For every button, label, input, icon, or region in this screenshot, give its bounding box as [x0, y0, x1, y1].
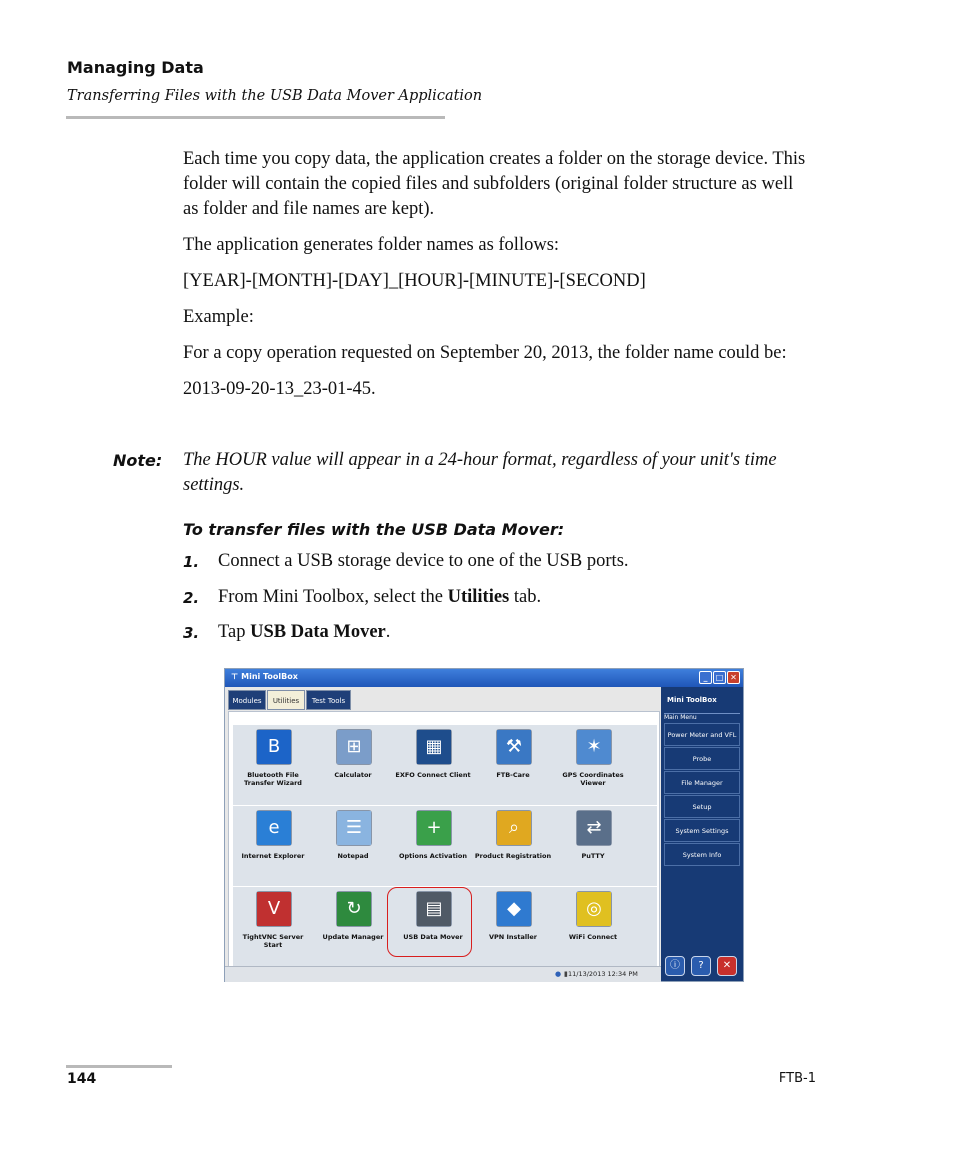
header-rule	[66, 116, 445, 119]
app-tile[interactable]	[313, 806, 393, 886]
app-tile[interactable]	[233, 806, 313, 886]
note-text: The HOUR value will appear in a 24-hour format, regardless of your unit's time settings.	[183, 450, 777, 495]
paragraph: The application generates folder names as follows:	[183, 235, 560, 255]
info-icon[interactable]: ⓘ	[665, 956, 685, 976]
app-tile[interactable]	[393, 806, 473, 886]
footer-rule	[66, 1065, 172, 1068]
paragraph: Each time you copy data, the application creates a folder on the storage device. This folder will contain the copied files and subfolders (original folder structure as well as folder and file names are kept).	[183, 149, 806, 219]
minimize-icon[interactable]: _	[699, 671, 712, 684]
app-tile[interactable]	[233, 887, 313, 967]
close-icon[interactable]: ✕	[727, 671, 740, 684]
app-tile[interactable]	[473, 725, 553, 805]
app-label: Options Activation	[398, 852, 467, 860]
usb-data-mover-highlight	[387, 887, 472, 957]
bluetooth-icon: B	[256, 729, 292, 765]
internet-explorer-icon: e	[256, 810, 292, 846]
step-number: 1.	[183, 553, 200, 571]
exit-icon[interactable]: ✕	[717, 956, 737, 976]
tab-test-tools[interactable]: Test Tools	[306, 690, 351, 710]
status-time: 11/13/2013 12:34 PM	[568, 970, 638, 978]
product-registration-icon: ⌕	[496, 810, 532, 846]
sidebar-item-label: File Manager	[681, 778, 723, 787]
app-tile[interactable]	[553, 725, 633, 805]
procedure-title: To transfer files with the USB Data Mover:	[183, 520, 565, 539]
step-number: 2.	[183, 589, 200, 607]
folder-example: 2013-09-20-13_23-01-45.	[183, 379, 376, 399]
app-label: Update Manager	[322, 933, 384, 941]
page-number: 144	[67, 1071, 97, 1087]
wifi-icon: ◎	[576, 891, 612, 927]
app-tile[interactable]	[473, 887, 553, 967]
mini-toolbox-screenshot	[224, 668, 744, 982]
sidebar-item-label: System Settings	[675, 826, 729, 835]
app-label: Calculator	[334, 771, 372, 779]
options-activation-icon: +	[416, 810, 452, 846]
app-label: USB Data Mover	[403, 933, 463, 941]
window-title: ⊤ Mini ToolBox	[231, 672, 298, 681]
folder-format: [YEAR]-[MONTH]-[DAY]_[HOUR]-[MINUTE]-[SECOND]	[183, 271, 646, 291]
app-label: GPS Coordinates Viewer	[562, 771, 624, 787]
putty-icon: ⇄	[576, 810, 612, 846]
main-menu-sidebar	[661, 687, 743, 981]
sidebar-item[interactable]	[664, 819, 740, 842]
app-tile[interactable]	[553, 806, 633, 886]
notepad-icon: ☰	[336, 810, 372, 846]
app-label: WiFi Connect	[568, 933, 618, 941]
app-label: Internet Explorer	[241, 852, 305, 860]
sidebar-item[interactable]	[664, 747, 740, 770]
sidebar-item-label: System Info	[682, 850, 722, 859]
status-bar	[225, 966, 661, 982]
app-label: VPN Installer	[489, 933, 537, 941]
usb-data-mover-icon: ▤	[416, 891, 452, 927]
sidebar-item-label: Setup	[692, 802, 712, 811]
header-subtitle: Transferring Files with the USB Data Mover Application	[67, 88, 483, 104]
bluetooth-status-icon: ●	[555, 970, 562, 978]
step-text: Connect a USB storage device to one of the USB ports.	[218, 551, 629, 571]
app-label: PuTTY	[581, 852, 605, 860]
note-label: Note:	[113, 451, 163, 470]
document-id: FTB-1	[778, 1071, 816, 1086]
sidebar-item[interactable]	[664, 843, 740, 866]
ftb-care-icon: ⚒	[496, 729, 532, 765]
help-icon[interactable]: ?	[691, 956, 711, 976]
maximize-icon[interactable]: □	[713, 671, 726, 684]
vpn-installer-icon: ◆	[496, 891, 532, 927]
app-tile[interactable]	[233, 725, 313, 805]
paragraph: For a copy operation requested on September 20, 2013, the folder name could be:	[183, 343, 787, 363]
app-tile[interactable]	[393, 725, 473, 805]
tab-utilities[interactable]: Utilities	[267, 690, 305, 710]
header-title: Managing Data	[67, 58, 204, 77]
step-text: Tap USB Data Mover.	[218, 622, 391, 642]
sidebar-item-label: Probe	[692, 754, 712, 763]
gps-icon: ✶	[576, 729, 612, 765]
app-tile[interactable]	[553, 887, 633, 967]
body-text	[183, 147, 813, 413]
paragraph: Example:	[183, 307, 254, 327]
signal-icon: ▮	[564, 970, 568, 978]
sidebar-subtitle: Main Menu	[664, 713, 740, 722]
app-label: TightVNC Server Start	[242, 933, 304, 949]
window-titlebar	[225, 669, 743, 687]
app-tile[interactable]	[473, 806, 553, 886]
sidebar-item[interactable]	[664, 795, 740, 818]
app-label: Product Registration	[474, 852, 552, 860]
app-label: FTB-Care	[496, 771, 530, 779]
app-label: EXFO Connect Client	[395, 771, 471, 779]
app-label: Notepad	[337, 852, 369, 860]
exfo-connect-icon: ▦	[416, 729, 452, 765]
step-text: From Mini Toolbox, select the Utilities tab.	[218, 587, 542, 607]
app-tile[interactable]	[313, 887, 393, 967]
app-label: Bluetooth File Transfer Wizard	[244, 771, 302, 787]
tab-modules[interactable]: Modules	[228, 690, 266, 710]
app-tile[interactable]	[313, 725, 393, 805]
sidebar-item[interactable]	[664, 723, 740, 746]
update-manager-icon: ↻	[336, 891, 372, 927]
sidebar-title: Mini ToolBox	[667, 696, 717, 704]
tightvnc-icon: V	[256, 891, 292, 927]
calculator-icon: ⊞	[336, 729, 372, 765]
sidebar-item-label: Power Meter and VFL	[667, 730, 737, 739]
sidebar-item[interactable]	[664, 771, 740, 794]
step-number: 3.	[183, 624, 200, 642]
